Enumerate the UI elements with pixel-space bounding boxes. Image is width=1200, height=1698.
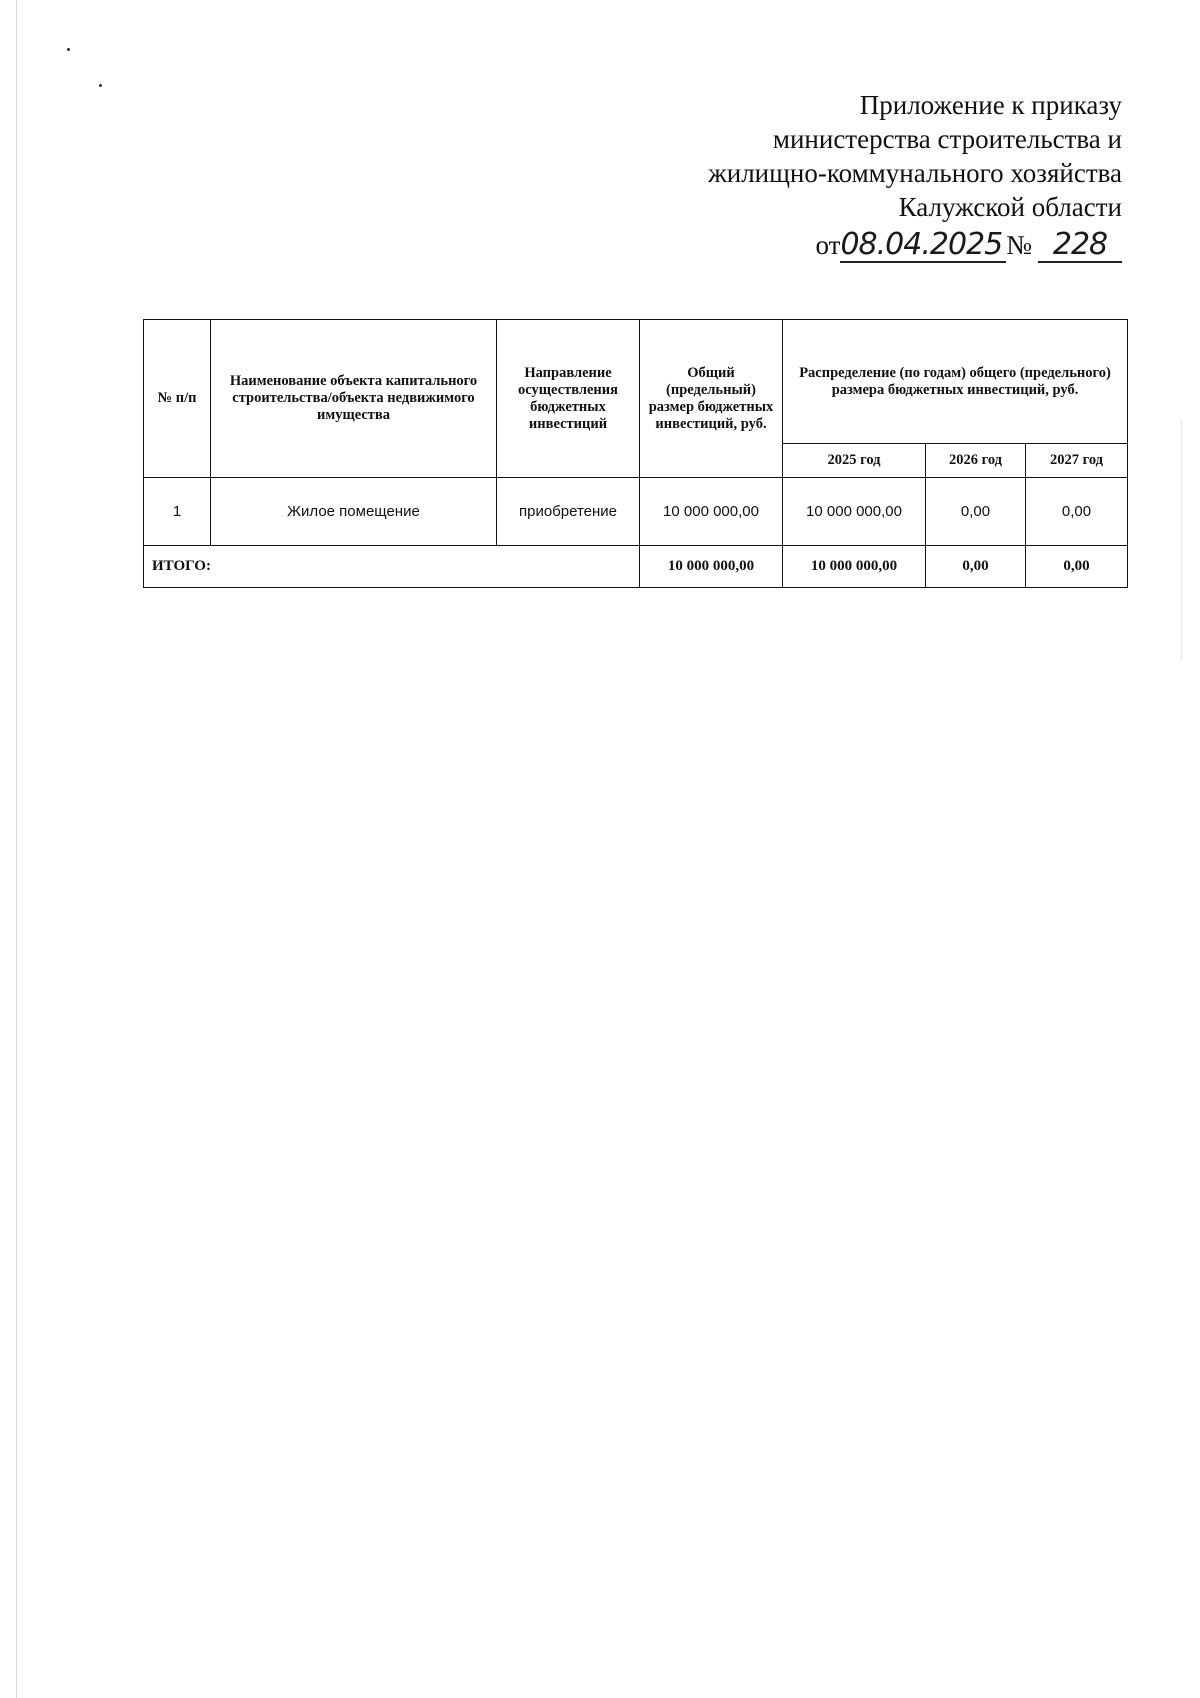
header-direction: Направление осуществления бюджетных инвестиций (497, 320, 640, 478)
totals-year-2026: 0,00 (926, 546, 1026, 588)
header-year-2025: 2025 год (783, 444, 926, 478)
order-number: 228 (1038, 229, 1122, 263)
order-reference (562, 228, 1122, 272)
scan-speck (99, 84, 102, 87)
row-total: 10 000 000,00 (640, 478, 783, 546)
row-year-2025: 10 000 000,00 (783, 478, 926, 546)
appendix-header (562, 88, 1122, 272)
scan-edge (16, 0, 17, 1698)
totals-total: 10 000 000,00 (640, 546, 783, 588)
header-year-2027: 2027 год (1026, 444, 1128, 478)
header-line: Приложение к приказу (859, 90, 1122, 120)
scan-speck (67, 48, 70, 51)
number-sign: № (1006, 230, 1032, 260)
row-year-2026: 0,00 (926, 478, 1026, 546)
order-date: 08.04.2025 (840, 229, 1006, 263)
row-name: Жилое помещение (211, 478, 497, 546)
header-total: Общий (предельный) размер бюджетных инвестиций, руб. (640, 320, 783, 478)
header-name: Наименование объекта капитального строительства/объекта недвижимого имущества (211, 320, 497, 478)
scan-edge (1181, 420, 1182, 660)
header-distribution: Распределение (по годам) общего (предельного) размера бюджетных инвестиций, руб. (783, 320, 1128, 444)
totals-label: ИТОГО: (144, 546, 640, 588)
budget-investment-table (143, 319, 1128, 588)
totals-year-2025: 10 000 000,00 (783, 546, 926, 588)
header-line: жилищно-коммунального хозяйства (708, 158, 1122, 188)
row-direction: приобретение (497, 478, 640, 546)
table-row (144, 478, 1128, 546)
header-line: министерства строительства и (772, 124, 1122, 154)
order-prefix: от (815, 230, 841, 260)
row-num: 1 (144, 478, 211, 546)
header-year-2026: 2026 год (926, 444, 1026, 478)
totals-year-2027: 0,00 (1026, 546, 1128, 588)
totals-row (144, 546, 1128, 588)
header-num: № п/п (144, 320, 211, 478)
row-year-2027: 0,00 (1026, 478, 1128, 546)
header-line: Калужской области (898, 192, 1122, 222)
